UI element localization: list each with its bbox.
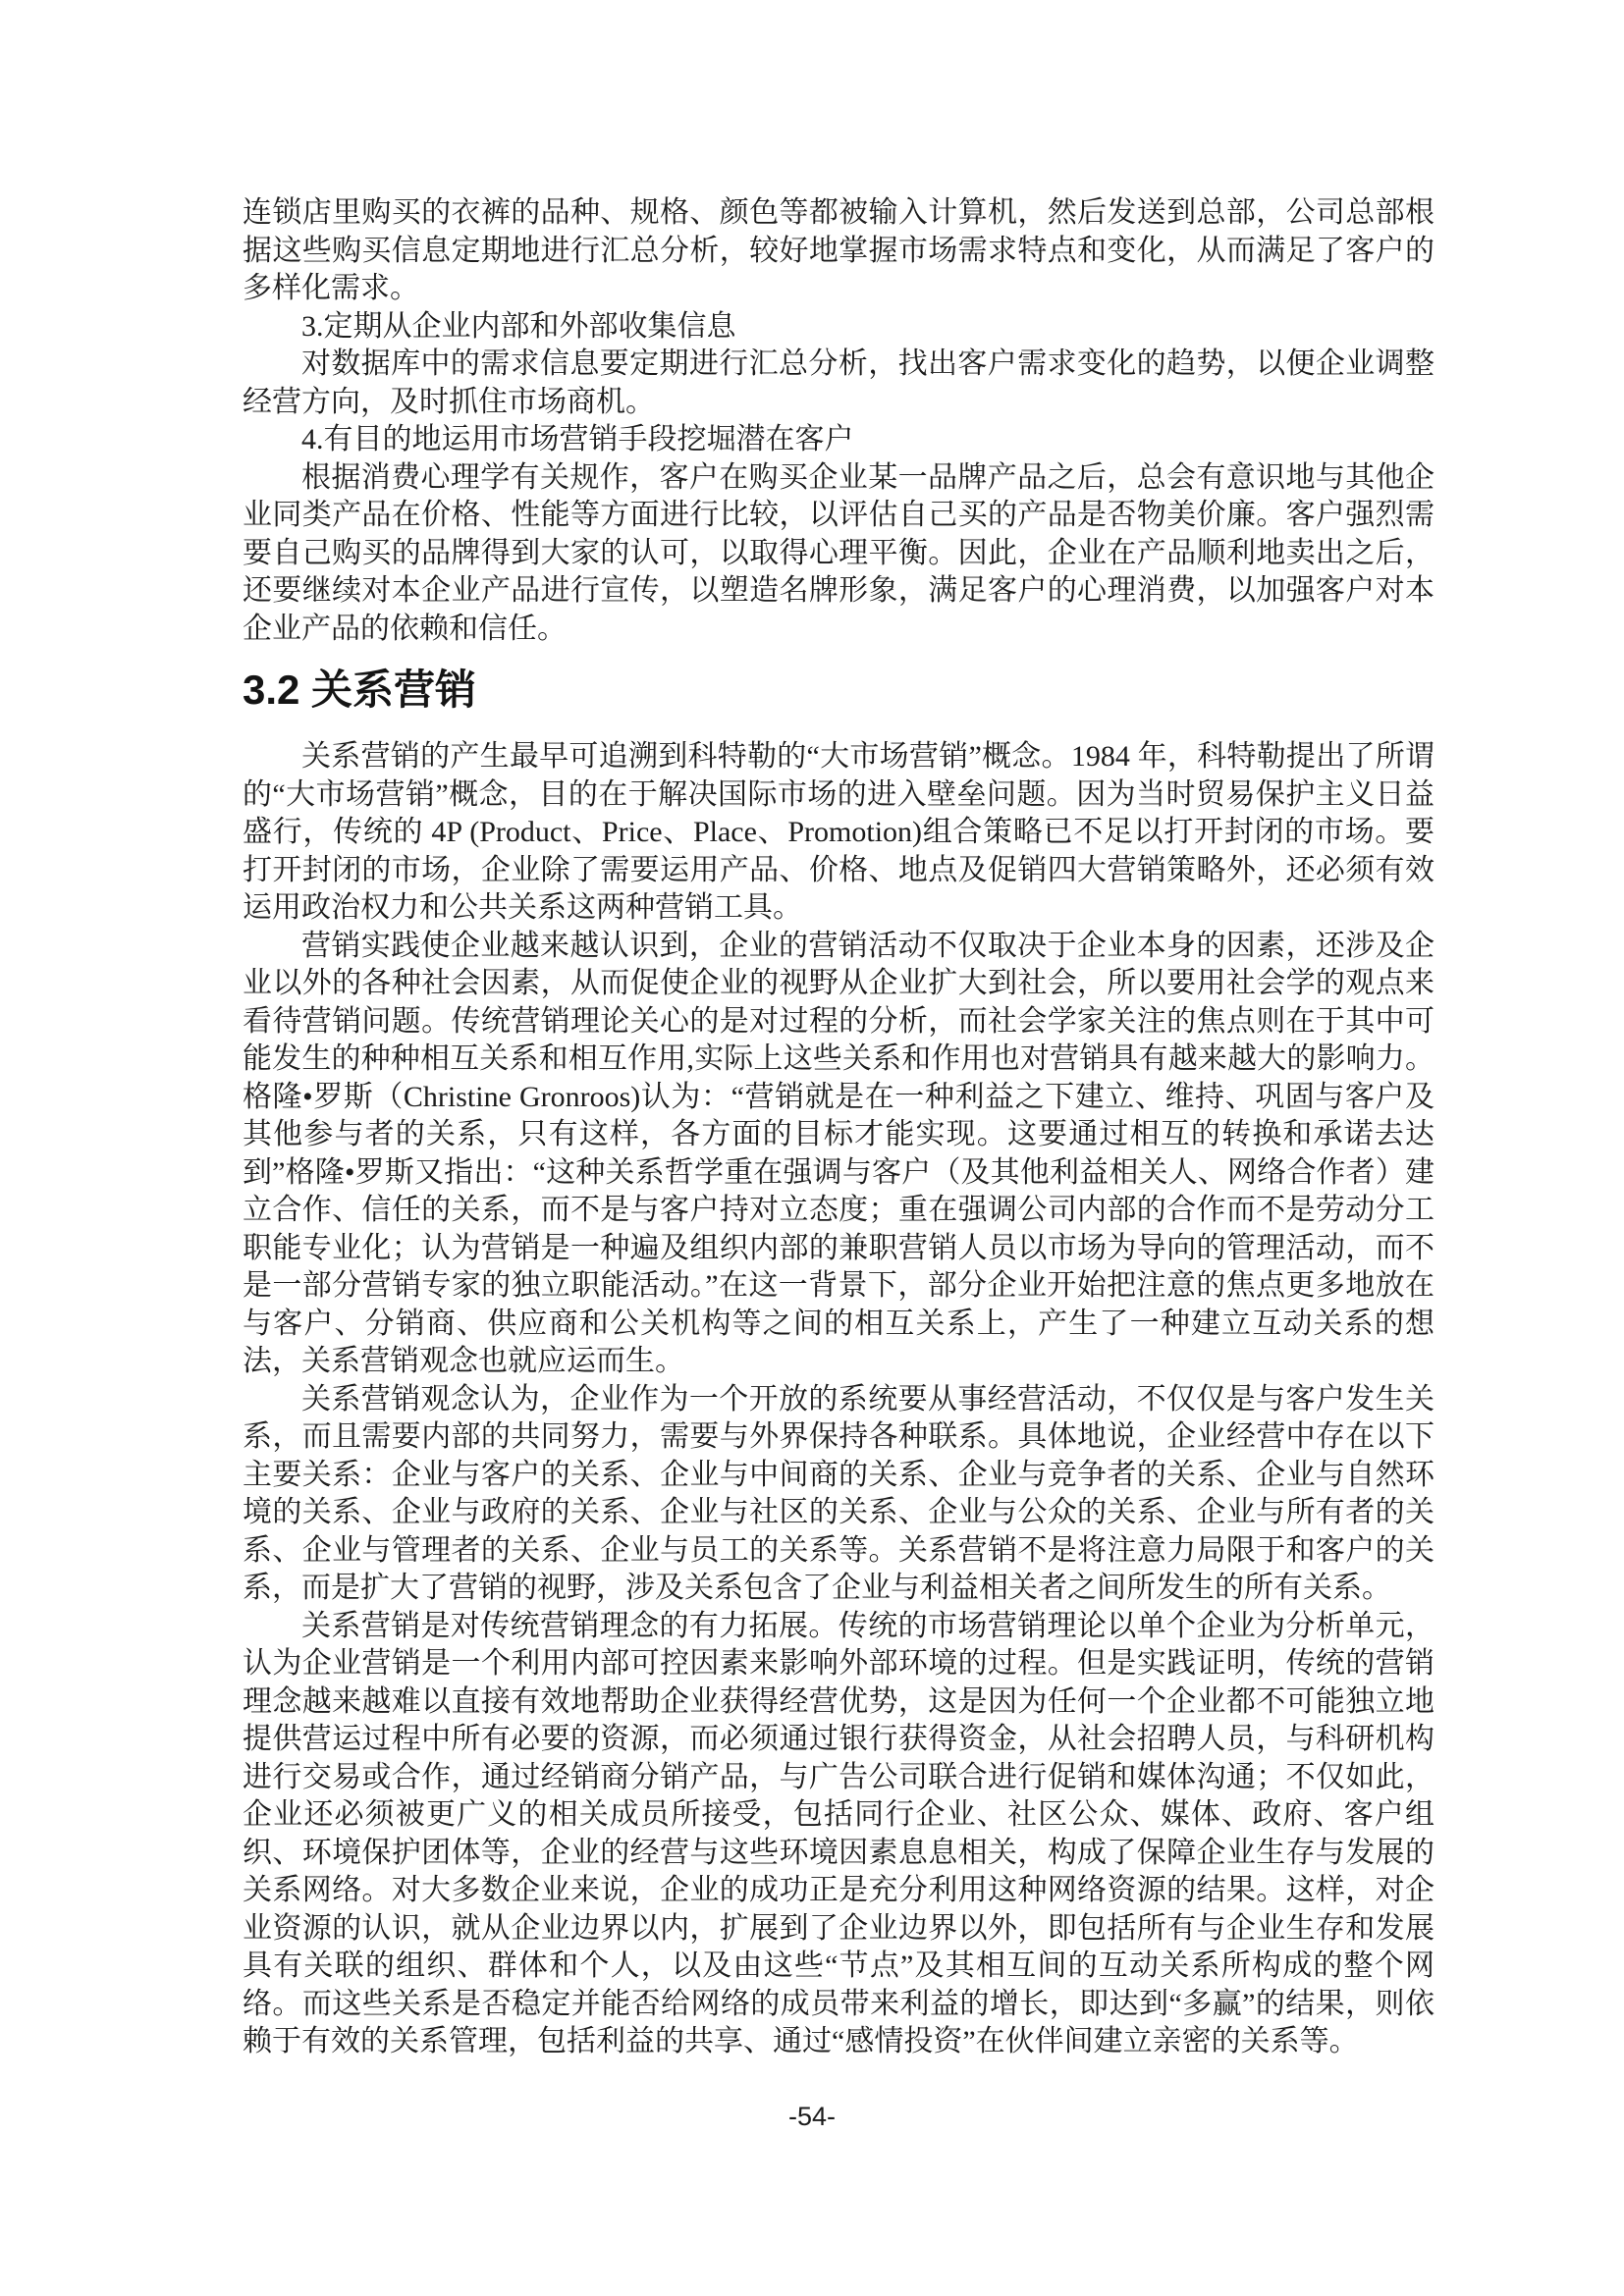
paragraph-marketing-practice: 营销实践使企业越来越认识到，企业的营销活动不仅取决于企业本身的因素，还涉及企业以外的各种社会因素，从而促使企业的视野从企业扩大到社会，所以要用社会学的观点来看待营销问题。传统营销理论关心的是对过程的分析，而社会学家关注的焦点则在于其中可能发生的种种相互关系和相互作用,实际上这些关系和作用也对营销具有越来越大的影响力。格隆•罗斯（Christine Gronroos)认为：“营销就是在一种利益之下建立、维持、巩固与客户及其他参与者的关系，只有这样，各方面的目标才能实现。这要通过相互的转换和承诺去达到”格隆•罗斯又指出：“这种关系哲学重在强调与客户（及其他利益相关人、网络合作者）建立合作、信任的关系，而不是与客户持对立态度；重在强调公司内部的合作而不是劳动分工职能专业化；认为营销是一种遍及组织内部的兼职营销人员以市场为导向的管理活动，而不是一部分营销专家的独立职能活动。”在这一背景下，部分企业开始把注意的焦点更多地放在与客户、分销商、供应商和公关机构等之间的相互关系上，产生了一种建立互动关系的想法，关系营销观念也就应运而生。 — [243, 929, 1435, 1377]
list-item-4: 4.有目的地运用市场营销手段挖堀潜在客户 — [301, 423, 854, 455]
paragraph-consumer-psychology: 根据消费心理学有关规作，客户在购买企业某一品牌产品之后，总会有意识地与其他企业同类产品在价格、性能等方面进行比较，以评估自己买的产品是否物美价廉。客户强烈需要自己购买的品牌得到大家的认可，以取得心理平衡。因此，企业在产品顺利地卖出之后，还要继续对本企业产品进行宣传，以塑造名牌形象，满足客户的心理消费，以加强客户对本企业产品的依赖和信任。 — [243, 460, 1435, 645]
page-number: -54- — [787, 2102, 836, 2131]
paragraph-collect-info: 对数据库中的需求信息要定期进行汇总分析，找出客户需求变化的趋势，以便企业调整经营方向，及时抓住市场商机。 — [243, 347, 1435, 418]
page-body — [243, 194, 1435, 2061]
section-heading-3-2: 3.2 关系营销 — [243, 667, 477, 713]
page-footer — [0, 2101, 1624, 2132]
paragraph-continued-from-previous-page: 连锁店里购买的衣裤的品种、规格、颜色等都被输入计算机，然后发送到总部，公司总部根据这些购买信息定期地进行汇总分析，较好地掌握市场需求特点和变化，从而满足了客户的多样化需求。 — [243, 196, 1435, 304]
paragraph-relationship-marketing-concept: 关系营销观念认为，企业作为一个开放的系统要从事经营活动，不仅仅是与客户发生关系，而且需要内部的共同努力，需要与外界保持各种联系。具体地说，企业经营中存在以下主要关系：企业与客户的关系、企业与中间商的关系、企业与竞争者的关系、企业与自然环境的关系、企业与政府的关系、企业与社区的关系、企业与公众的关系、企业与所有者的关系、企业与管理者的关系、企业与员工的关系等。关系营销不是将注意力局限于和客户的关系，而是扩大了营销的视野，涉及关系包含了企业与利益相关者之间所发生的所有关系。 — [243, 1382, 1435, 1604]
paragraph-expansion-of-traditional-marketing: 关系营销是对传统营销理念的有力拓展。传统的市场营销理论以单个企业为分析单元，认为企业营销是一个利用内部可控因素来影响外部环境的过程。但是实践证明，传统的营销理念越来越难以直接有效地帮助企业获得经营优势，这是因为任何一个企业都不可能独立地提供营运过程中所有必要的资源，而必须通过银行获得资金，从社会招聘人员，与科研机构进行交易或合作，通过经销商分销产品，与广告公司联合进行促销和媒体沟通；不仅如此，企业还必须被更广义的相关成员所接受，包括同行企业、社区公众、媒体、政府、客户组织、环境保护团体等，企业的经营与这些环境因素息息相关，构成了保障企业生存与发展的关系网络。对大多数企业来说，企业的成功正是充分利用这种网络资源的结果。这样，对企业资源的认识，就从企业边界以内，扩展到了企业边界以外，即包括所有与企业生存和发展具有关联的组织、群体和个人，以及由这些“节点”及其相互间的互动关系所构成的整个网络。而这些关系是否稳定并能否给网络的成员带来利益的增长，即达到“多赢”的结果，则依赖于有效的关系管理，包括利益的共享、通过“感情投资”在伙伴间建立亲密的关系等。 — [243, 1609, 1435, 2057]
paragraph-origin-of-relationship-marketing: 关系营销的产生最早可追溯到科特勒的“大市场营销”概念。1984 年，科特勒提出了所谓的“大市场营销”概念，目的在于解决国际市场的进入壁垒问题。因为当时贸易保护主义日益盛行，传统的 4P (Product、Price、Place、Promotion)组合策略已不足以打开封闭的市场。要打开封闭的市场，企业除了需要运用产品、价格、地点及促销四大营销策略外，还必须有效运用政治权力和公共关系这两种营销工具。 — [243, 740, 1435, 924]
list-item-3: 3.定期从企业内部和外部收集信息 — [301, 309, 736, 343]
